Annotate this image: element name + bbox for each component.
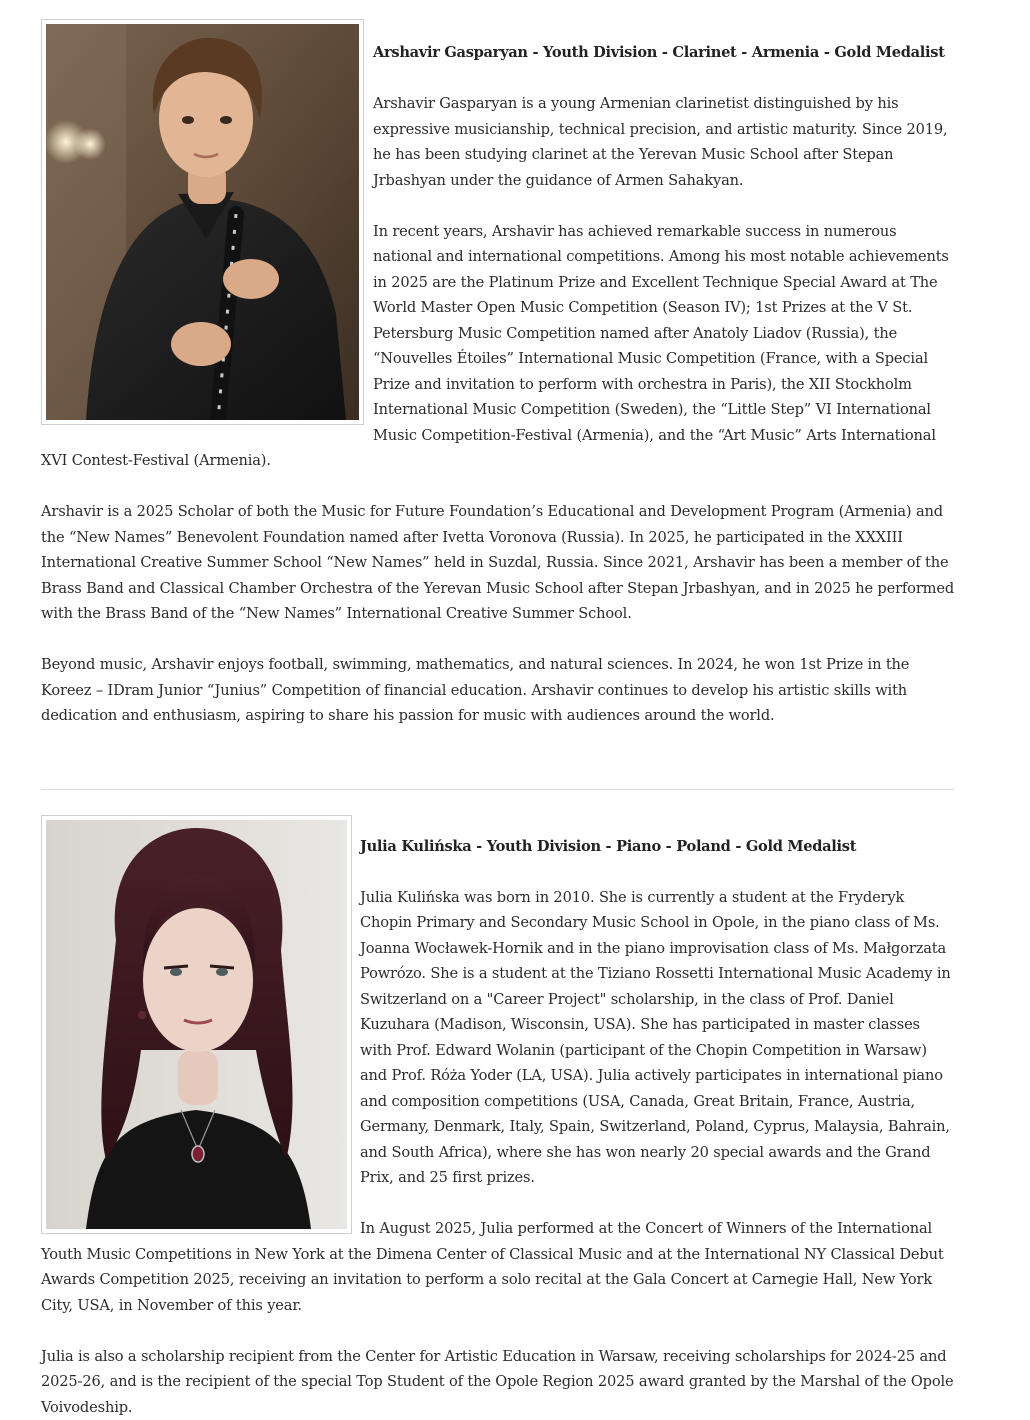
portrait-image (46, 24, 359, 420)
biography-arshavir-gasparyan (41, 0, 954, 789)
portrait-photo-clarinetist (41, 19, 364, 425)
portrait-image (46, 820, 347, 1229)
biography-paragraph: Arshavir is a 2025 Scholar of both the Music for Future Foundation’s Educational and Development Program (Armenia) and the “New Names” Benevolent Foundation named after Ivetta Voronova (Russia). In 2025, he participated in the XXXIII International Creative Summer School “New Names” held in Suzdal, Russia. Since 2021, Arshavir has been a member of the Brass Band and Classical Chamber Orchestra of the Yerevan Music School after Stepan Jrbashyan, and in 2025 he performed with the Brass Band of the “New Names” International Creative Summer School. (41, 499, 954, 627)
biography-title: Julia Kulińska - Youth Division - Piano - Poland - Gold Medalist (41, 815, 954, 860)
portrait-photo-pianist (41, 815, 352, 1234)
biography-title: Arshavir Gasparyan - Youth Division - Clarinet - Armenia - Gold Medalist (41, 19, 954, 66)
biography-paragraph: Julia Kulińska was born in 2010. She is currently a student at the Fryderyk Chopin Primary and Secondary Music School in Opole, in the piano class of Ms. Joanna Wocławek-Hornik and in the piano improvisation class of Ms. Małgorzata Powrózo. She is a student at the Tiziano Rossetti International Music Academy in Switzerland on a "Career Project" scholarship, in the class of Prof. Daniel Kuzuhara (Madison, Wisconsin, USA). She has participated in master classes with Prof. Edward Wolanin (participant of the Chopin Competition in Warsaw) and Prof. Róża Yoder (LA, USA). Julia actively participates in international piano and composition competitions (USA, Canada, Great Britain, France, Austria, Germany, Denmark, Italy, Spain, Switzerland, Poland, Cyprus, Malaysia, Bahrain, and South Africa), where she has won nearly 20 special awards and the Grand Prix, and 25 first prizes. (41, 885, 954, 1191)
page-content (41, 0, 954, 1420)
biography-paragraph: Julia is also a scholarship recipient from the Center for Artistic Education in Warsaw, receiving scholarships for 2024-25 and 2025-26, and is the recipient of the special Top Student of the Opole Region 2025 award granted by the Marshal of the Opole Voivodeship. (41, 1344, 954, 1420)
biography-paragraph: In August 2025, Julia performed at the Concert of Winners of the International Youth Music Competitions in New York at the Dimena Center of Classical Music and at the International NY Classical Debut Awards Competition 2025, receiving an invitation to perform a solo recital at the Gala Concert at Carnegie Hall, New York City, USA, in November of this year. (41, 1216, 954, 1318)
biography-paragraph: In recent years, Arshavir has achieved remarkable success in numerous national and international competitions. Among his most notable achievements in 2025 are the Platinum Prize and Excellent Technique Special Award at The World Master Open Music Competition (Season IV); 1st Prizes at the V St. Petersburg Music Competition named after Anatoly Liadov (Russia), the “Nouvelles Étoiles” International Music Competition (France, with a Special Prize and invitation to perform with orchestra in Paris), the XII Stockholm International Music Competition (Sweden), the “Little Step” VI International Music Competition-Festival (Armenia), and the “Art Music” Arts International XVI Contest-Festival (Armenia). (41, 219, 954, 474)
biography-paragraph: Arshavir Gasparyan is a young Armenian clarinetist distinguished by his expressive musicianship, technical precision, and artistic maturity. Since 2019, he has been studying clarinet at the Yerevan Music School after Stepan Jrbashyan under the guidance of Armen Sahakyan. (41, 91, 954, 193)
biography-julia-kulinska (41, 790, 954, 1420)
biography-paragraph: Beyond music, Arshavir enjoys football, swimming, mathematics, and natural sciences. In 2024, he won 1st Prize in the Koreez – IDram Junior “Junius” Competition of financial education. Arshavir continues to develop his artistic skills with dedication and enthusiasm, aspiring to share his passion for music with audiences around the world. (41, 652, 954, 729)
